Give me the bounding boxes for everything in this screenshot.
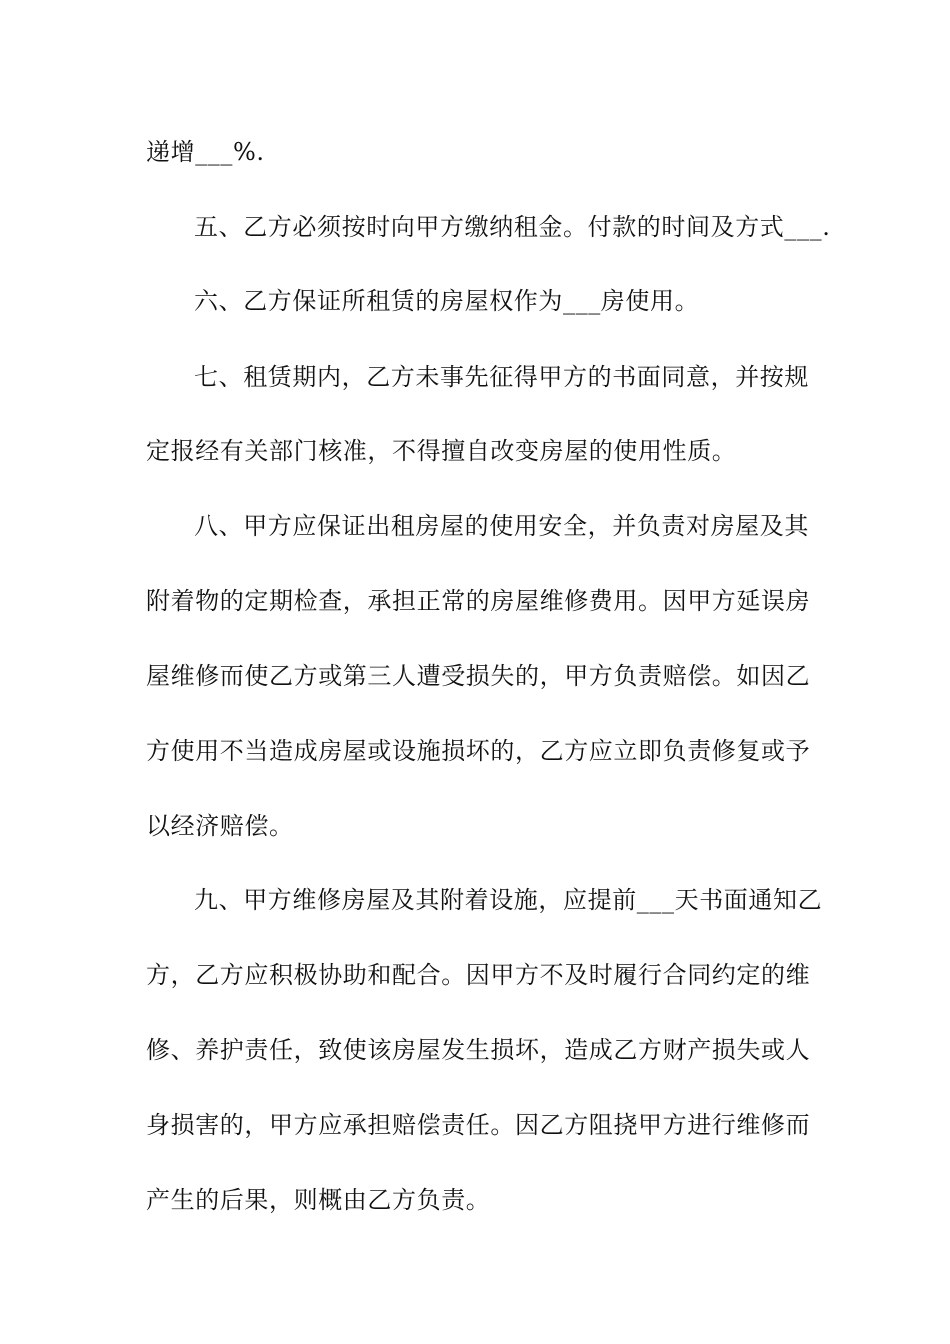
clause-9-line-4: 身损害的，甲方应承担赔偿责任。因乙方阻挠甲方进行维修而 xyxy=(146,1111,811,1139)
clause-9-line-1: 九、甲方维修房屋及其附着设施，应提前___天书面通知乙 xyxy=(194,886,823,914)
clause-8-line-5: 以经济赔偿。 xyxy=(146,812,294,840)
clause-8-line-4: 方使用不当造成房屋或设施损坏的，乙方应立即负责修复或予 xyxy=(146,737,811,765)
clause-7-line-1: 七、租赁期内，乙方未事先征得甲方的书面同意，并按规 xyxy=(194,363,809,391)
clause-9-line-2: 方，乙方应积极协助和配合。因甲方不及时履行合同约定的维 xyxy=(146,961,811,989)
clause-9-line-5: 产生的后果，则概由乙方负责。 xyxy=(146,1186,491,1214)
clause-9-line-3: 修、养护责任，致使该房屋发生损坏，造成乙方财产损失或人 xyxy=(146,1036,811,1064)
clause-7-line-2: 定报经有关部门核准，不得擅自改变房屋的使用性质。 xyxy=(146,437,737,465)
clause-8-line-1: 八、甲方应保证出租房屋的使用安全，并负责对房屋及其 xyxy=(194,512,809,540)
clause-6-line-1: 六、乙方保证所租赁的房屋权作为___房使用。 xyxy=(194,287,700,315)
text-line-increase-rate: 递增___%. xyxy=(146,138,265,166)
clause-8-line-3: 屋维修而使乙方或第三人遭受损失的，甲方负责赔偿。如因乙 xyxy=(146,662,811,690)
clause-5-line-1: 五、乙方必须按时向甲方缴纳租金。付款的时间及方式___. xyxy=(194,213,831,241)
clause-8-line-2: 附着物的定期检查，承担正常的房屋维修费用。因甲方延误房 xyxy=(146,587,811,615)
